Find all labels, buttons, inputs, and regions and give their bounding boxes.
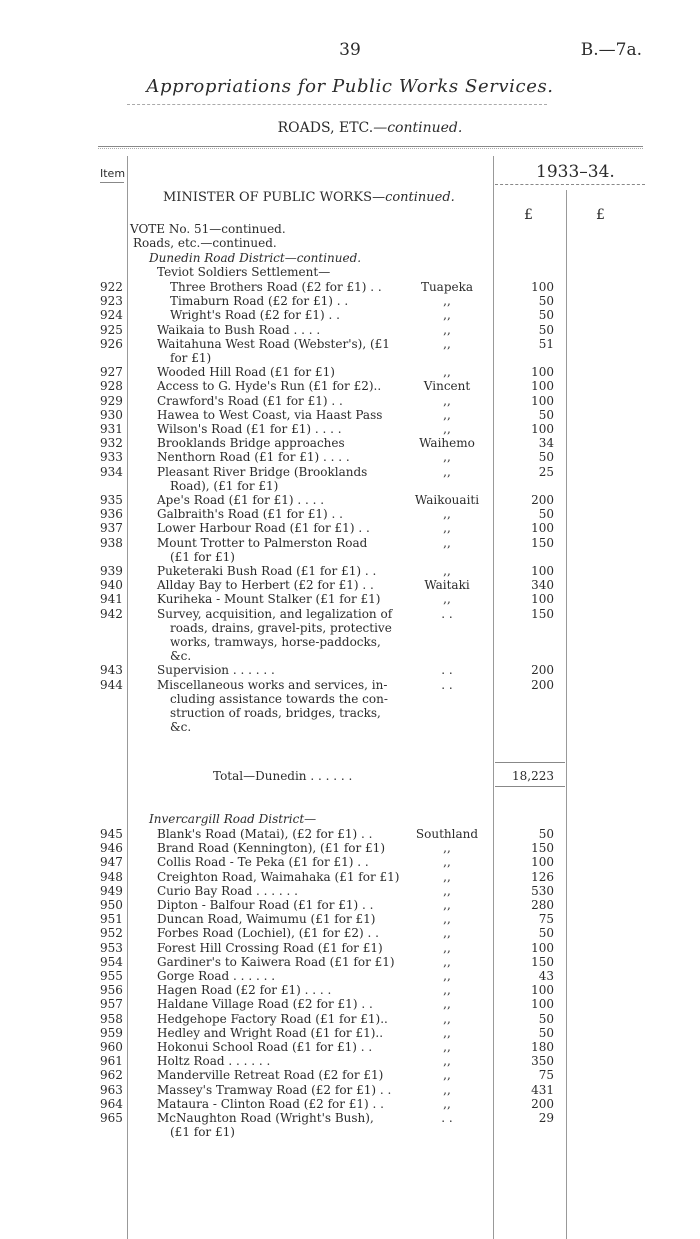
item-district: ,,: [443, 940, 451, 955]
item-description: Gorge Road . . . . . .: [157, 969, 276, 983]
table-row: [0, 365, 700, 379]
item-description: Nenthorn Road (£1 for £1) . . . .: [157, 450, 350, 465]
item-amount: 50: [538, 926, 554, 941]
item-amount: 43: [538, 969, 554, 983]
item-district: ,,: [443, 841, 451, 856]
total-amount: 18,223: [512, 769, 554, 783]
table-row: [0, 294, 700, 308]
item-number: 962: [100, 1068, 123, 1083]
table-row: [0, 337, 700, 351]
item-district: ,,: [443, 422, 451, 436]
pound-sign-right: £: [596, 207, 605, 223]
item-district: . .: [441, 1111, 453, 1125]
item-district: ,,: [443, 898, 451, 912]
table-row: [0, 969, 700, 983]
item-number: 954: [100, 954, 123, 969]
item-amount: 100: [531, 365, 554, 380]
pound-sign-left: £: [524, 207, 533, 223]
table-row: [0, 1097, 700, 1111]
table-row: [0, 855, 700, 869]
item-number: 959: [100, 1025, 123, 1040]
item-amount: 50: [538, 1011, 554, 1026]
item-description: Lower Harbour Road (£1 for £1) . .: [157, 521, 370, 536]
item-amount: 100: [531, 592, 554, 607]
item-district: ,,: [443, 407, 451, 422]
item-district: Tuapeka: [420, 280, 474, 294]
table-row: [0, 493, 700, 507]
item-district: ,,: [443, 869, 451, 884]
item-district: Southland: [415, 827, 479, 841]
item-district: ,,: [443, 308, 451, 323]
item-number: 964: [100, 1096, 123, 1111]
item-description: Miscellaneous works and services, in-: [157, 677, 388, 692]
item-description-continuation: struction of roads, bridges, tracks,: [170, 706, 381, 720]
item-description: Access to G. Hyde's Run (£1 for £2)..: [157, 379, 382, 394]
item-district: ,,: [443, 1096, 451, 1111]
item-description: Hawea to West Coast, via Haast Pass: [157, 407, 383, 422]
item-district: ,,: [443, 883, 451, 898]
item-amount: 50: [538, 1025, 554, 1040]
item-amount: 431: [531, 1082, 554, 1097]
item-district: Waihemo: [419, 436, 475, 451]
item-amount: 150: [531, 535, 554, 550]
item-district: ,,: [443, 592, 451, 607]
item-description-continuation: cluding assistance towards the con-: [170, 691, 388, 706]
item-number: 952: [100, 926, 123, 941]
item-district: ,,: [443, 521, 451, 536]
column-header-item: Item: [100, 167, 126, 180]
item-amount: 180: [531, 1040, 554, 1054]
item-amount: 100: [531, 422, 554, 436]
item-number: 927: [100, 365, 123, 380]
item-description: Kuriheka - Mount Stalker (£1 for £1): [157, 592, 381, 607]
table-row: [0, 678, 700, 692]
item-number: 931: [100, 422, 123, 436]
item-description-continuation: (£1 for £1): [170, 549, 235, 564]
item-amount: 50: [538, 294, 554, 309]
item-amount: 100: [531, 379, 554, 394]
total-top-rule: [495, 762, 565, 763]
item-amount: 100: [531, 997, 554, 1012]
item-amount: 100: [531, 940, 554, 955]
item-description-continuation: &c.: [170, 720, 192, 735]
table-row: [0, 536, 700, 550]
item-district: ,,: [443, 393, 451, 408]
item-district: Waitaki: [424, 578, 470, 593]
item-description: Duncan Road, Waimumu (£1 for £1): [157, 912, 376, 927]
item-description: Curio Bay Road . . . . . .: [157, 883, 298, 898]
item-description: Waikaia to Bush Road . . . .: [157, 322, 321, 337]
item-description: Brooklands Bridge approaches: [157, 436, 345, 451]
item-description: Collis Road - Te Peka (£1 for £1) . .: [157, 855, 369, 870]
table-row: [0, 1012, 700, 1026]
item-amount: 50: [538, 407, 554, 422]
item-amount: 126: [531, 869, 554, 884]
table-row: [0, 827, 700, 841]
table-row: [0, 280, 700, 294]
table-row: [0, 926, 700, 940]
item-number: 955: [100, 969, 123, 983]
table-row: [0, 997, 700, 1011]
item-description: Forbes Road (Lochiel), (£1 for £2) . .: [157, 926, 379, 941]
minister-suffix: —continued.: [372, 190, 455, 205]
item-amount: 100: [531, 521, 554, 536]
item-district: ,,: [443, 954, 451, 969]
item-number: 924: [100, 308, 123, 323]
item-district: ,,: [443, 535, 451, 550]
item-number: 948: [100, 869, 123, 884]
item-district: Waikouaiti: [414, 493, 480, 507]
item-description: Hokonui School Road (£1 for £1) . .: [157, 1040, 373, 1054]
item-description: Three Brothers Road (£2 for £1) . .: [170, 280, 382, 294]
table-row: [0, 507, 700, 521]
item-description: Manderville Retreat Road (£2 for £1): [157, 1068, 384, 1083]
table-row: [0, 1026, 700, 1040]
item-number: 944: [100, 677, 123, 692]
item-district: ,,: [443, 1011, 451, 1026]
item-number: 938: [100, 535, 123, 550]
item-number: 945: [100, 827, 123, 841]
table-row: [0, 841, 700, 855]
item-description: Forest Hill Crossing Road (£1 for £1): [157, 940, 383, 955]
table-row: [0, 436, 700, 450]
item-header-rule: [100, 182, 124, 183]
item-district: ,,: [443, 1082, 451, 1097]
item-amount: 200: [531, 493, 554, 507]
item-district: . .: [441, 677, 453, 692]
table-row: [0, 1083, 700, 1097]
item-description: Wooded Hill Road (£1 for £1): [157, 365, 335, 380]
item-number: 922: [100, 280, 123, 294]
item-description: Ape's Road (£1 for £1) . . . .: [157, 493, 325, 507]
item-amount: 75: [538, 1068, 554, 1083]
item-amount: 50: [538, 450, 554, 465]
table-row: [0, 564, 700, 578]
table-row: [0, 323, 700, 337]
item-description: Creighton Road, Waimahaka (£1 for £1): [157, 869, 400, 884]
item-district: . .: [441, 606, 453, 621]
item-amount: 50: [538, 308, 554, 323]
item-number: 951: [100, 912, 123, 927]
table-row: [0, 521, 700, 535]
table-row: [0, 1040, 700, 1054]
item-number: 950: [100, 898, 123, 912]
item-amount: 150: [531, 606, 554, 621]
item-description-continuation: works, tramways, horse-paddocks,: [170, 635, 381, 649]
page-number: 39: [339, 40, 361, 60]
item-description-continuation: (£1 for £1): [170, 1125, 235, 1140]
item-amount: 100: [531, 855, 554, 870]
item-description: Mount Trotter to Palmerston Road: [157, 535, 368, 550]
item-district: ,,: [443, 1025, 451, 1040]
item-number: 963: [100, 1082, 123, 1097]
item-number: 946: [100, 841, 123, 856]
item-amount: 50: [538, 507, 554, 522]
total-label: Total—Dunedin . . . . . .: [213, 769, 353, 783]
item-number: 933: [100, 450, 123, 465]
item-number: 957: [100, 997, 123, 1012]
item-district: ,,: [443, 336, 451, 351]
item-district: ,,: [443, 997, 451, 1012]
item-district: ,,: [443, 855, 451, 870]
table-row: [0, 422, 700, 436]
item-description: Holtz Road . . . . . .: [157, 1054, 271, 1069]
table-row: [0, 955, 700, 969]
item-district: ,,: [443, 1040, 451, 1054]
item-description: Allday Bay to Herbert (£2 for £1) . .: [157, 578, 374, 593]
table-row: [0, 450, 700, 464]
item-amount: 150: [531, 841, 554, 856]
item-amount: 75: [538, 912, 554, 927]
table-row: [0, 465, 700, 479]
item-number: 936: [100, 507, 123, 522]
item-number: 949: [100, 883, 123, 898]
item-description: Waitahuna West Road (Webster's), (£1: [157, 336, 390, 351]
item-amount: 530: [531, 883, 554, 898]
item-description: Pleasant River Bridge (Brooklands: [157, 464, 368, 479]
item-amount: 100: [531, 280, 554, 294]
item-number: 935: [100, 493, 123, 507]
item-number: 953: [100, 940, 123, 955]
roads-heading: Roads, etc.—continued.: [133, 236, 277, 250]
item-district: ,,: [443, 464, 451, 479]
item-number: 929: [100, 393, 123, 408]
item-number: 943: [100, 663, 123, 678]
item-number: 961: [100, 1054, 123, 1069]
item-amount: 340: [531, 578, 554, 593]
invercargill-district-heading: Invercargill Road District—: [149, 812, 317, 826]
table-row: [0, 870, 700, 884]
minister-heading: [163, 190, 455, 205]
item-amount: 100: [531, 983, 554, 998]
table-row: [0, 983, 700, 997]
section-suffix: —continued.: [373, 120, 463, 136]
item-amount: 25: [538, 464, 554, 479]
item-amount: 200: [531, 663, 554, 678]
item-description: Haldane Village Road (£2 for £1) . .: [157, 997, 373, 1012]
table-row: [0, 607, 700, 621]
item-district: . .: [441, 663, 453, 678]
item-number: 937: [100, 521, 123, 536]
item-description-continuation: for £1): [170, 351, 212, 365]
dunedin-district-heading: Dunedin Road District—continued.: [149, 251, 362, 265]
item-number: 942: [100, 606, 123, 621]
item-district: ,,: [443, 322, 451, 337]
item-district: Vincent: [423, 379, 471, 394]
item-description: Crawford's Road (£1 for £1) . .: [157, 393, 343, 408]
item-description: Timaburn Road (£2 for £1) . .: [170, 294, 349, 309]
item-number: 940: [100, 578, 123, 593]
item-description: Hedgehope Factory Road (£1 for £1)..: [157, 1011, 388, 1026]
item-description: Puketeraki Bush Road (£1 for £1) . .: [157, 564, 377, 578]
item-amount: 50: [538, 827, 554, 841]
item-description: Brand Road (Kennington), (£1 for £1): [157, 841, 385, 856]
item-number: 939: [100, 564, 123, 578]
item-description: Survey, acquisition, and legalization of: [157, 606, 393, 621]
minister-title: MINISTER OF PUBLIC WORKS: [163, 190, 373, 205]
item-district: ,,: [443, 983, 451, 998]
table-row: [0, 1054, 700, 1068]
section-title: ROADS, ETC.: [277, 120, 374, 136]
item-number: 925: [100, 322, 123, 337]
item-description-continuation: &c.: [170, 649, 192, 664]
item-amount: 350: [531, 1054, 554, 1069]
item-number: 965: [100, 1111, 123, 1125]
item-description: Massey's Tramway Road (£2 for £1) . .: [157, 1082, 392, 1097]
year-header-rule: [495, 184, 645, 185]
table-row: [0, 884, 700, 898]
table-row: [0, 592, 700, 606]
title-rule: [127, 104, 547, 105]
table-row: [0, 408, 700, 422]
page-title: Appropriations for Public Works Services.: [146, 76, 554, 97]
item-description: Hagen Road (£2 for £1) . . . .: [157, 983, 332, 998]
table-row: [0, 308, 700, 322]
item-description: McNaughton Road (Wright's Bush),: [157, 1111, 374, 1125]
teviot-heading: Teviot Soldiers Settlement—: [157, 265, 331, 279]
item-number: 947: [100, 855, 123, 870]
item-district: ,,: [443, 507, 451, 522]
item-description: Supervision . . . . . .: [157, 663, 275, 678]
item-district: ,,: [443, 926, 451, 941]
item-number: 930: [100, 407, 123, 422]
table-row: [0, 394, 700, 408]
section-heading: [0, 120, 700, 136]
table-row: [0, 1068, 700, 1082]
item-number: 926: [100, 336, 123, 351]
item-description: Hedley and Wright Road (£1 for £1)..: [157, 1025, 384, 1040]
document-code: B.—7a.: [580, 40, 642, 60]
table-row: [0, 663, 700, 677]
table-row: [0, 578, 700, 592]
table-row: [0, 1111, 700, 1125]
table-row: [0, 379, 700, 393]
table-top-rule-2: [98, 148, 643, 149]
item-description: Mataura - Clinton Road (£2 for £1) . .: [157, 1096, 384, 1111]
vote-heading: VOTE No. 51—continued.: [130, 222, 286, 236]
item-district: ,,: [443, 969, 451, 983]
column-header-year: 1933–34.: [536, 162, 615, 182]
item-district: ,,: [443, 450, 451, 465]
item-amount: 29: [538, 1111, 554, 1125]
item-description: Dipton - Balfour Road (£1 for £1) . .: [157, 898, 374, 912]
item-description: Galbraith's Road (£1 for £1) . .: [157, 507, 343, 522]
table-top-rule: [98, 146, 643, 147]
item-amount: 200: [531, 1096, 554, 1111]
item-description: Wilson's Road (£1 for £1) . . . .: [157, 422, 342, 436]
item-amount: 280: [531, 898, 554, 912]
item-district: ,,: [443, 564, 451, 578]
item-number: 956: [100, 983, 123, 998]
table-row: [0, 912, 700, 926]
item-amount: 200: [531, 677, 554, 692]
item-description: Blank's Road (Matai), (£2 for £1) . .: [157, 827, 373, 841]
item-number: 941: [100, 592, 123, 607]
item-amount: 50: [538, 322, 554, 337]
item-district: ,,: [443, 1068, 451, 1083]
item-description-continuation: roads, drains, gravel-pits, protective: [170, 620, 392, 635]
item-district: ,,: [443, 294, 451, 309]
item-number: 928: [100, 379, 123, 394]
item-amount: 100: [531, 564, 554, 578]
table-row: [0, 898, 700, 912]
item-district: ,,: [443, 1054, 451, 1069]
item-number: 932: [100, 436, 123, 451]
item-amount: 34: [538, 436, 554, 451]
item-number: 960: [100, 1040, 123, 1054]
item-description: Wright's Road (£2 for £1) . .: [170, 308, 340, 323]
item-amount: 150: [531, 954, 554, 969]
item-number: 958: [100, 1011, 123, 1026]
total-bottom-rule: [495, 786, 565, 787]
item-district: ,,: [443, 912, 451, 927]
item-number: 934: [100, 464, 123, 479]
item-amount: 100: [531, 393, 554, 408]
item-description: Gardiner's to Kaiwera Road (£1 for £1): [157, 954, 395, 969]
item-number: 923: [100, 294, 123, 309]
item-description-continuation: Road), (£1 for £1): [170, 478, 279, 493]
table-row: [0, 941, 700, 955]
item-district: ,,: [443, 365, 451, 380]
item-amount: 51: [538, 336, 554, 351]
